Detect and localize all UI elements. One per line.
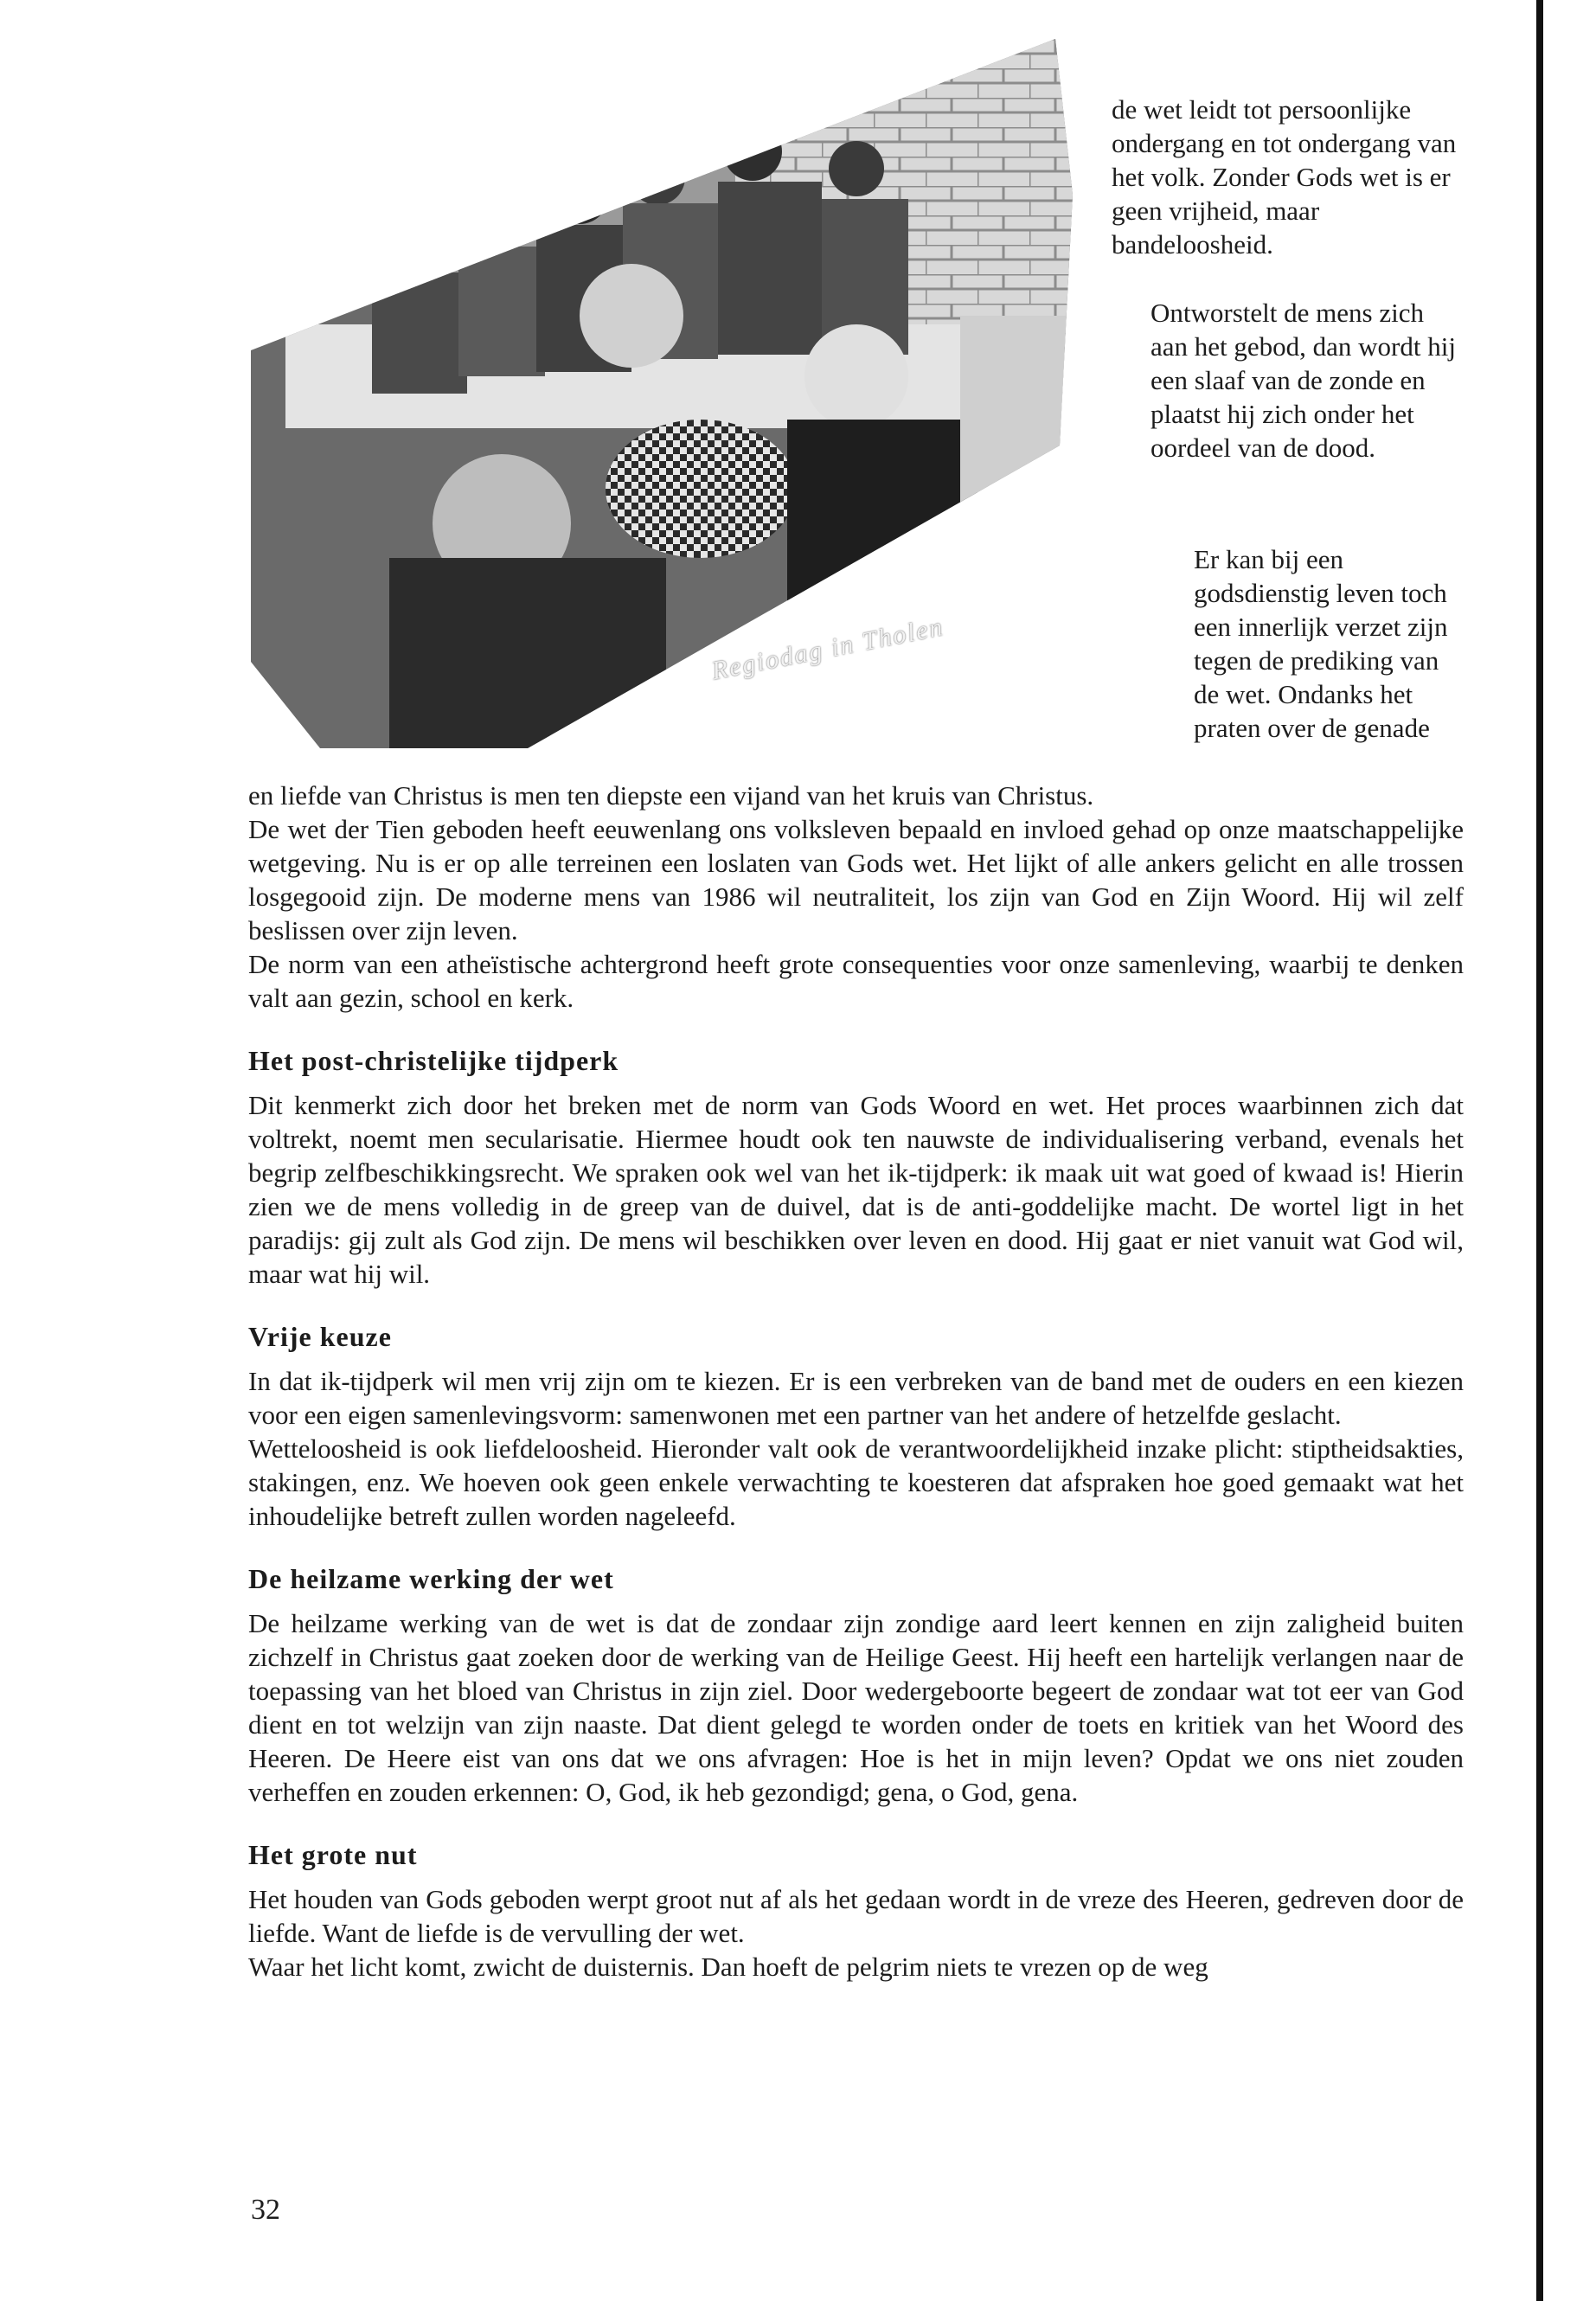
intro-paragraph-2: Ontworstelt de mens zich aan het gebod, dan wordt hij een slaaf van de zonde en plaatst hij zich onder het oordeel van de dood.	[1151, 298, 1456, 463]
intro-wrap-block-1	[1112, 93, 1458, 261]
photo-regiodag	[251, 39, 1073, 748]
page-number: 32	[251, 2194, 280, 2226]
section-heading-grote-nut: Het grote nut	[248, 1839, 418, 1870]
photo-caption: Regiodag in Tholen	[709, 612, 946, 686]
section-paragraph: In dat ik-tijdperk wil men vrij zijn om te kiezen. Er is een verbreken van de band met de ouders en een kiezen voor een eigen samenlevingsvorm: samenwonen met een partner van het andere of hetzelfde geslacht.	[248, 1366, 1464, 1430]
section-paragraph: Dit kenmerkt zich door het breken met de norm van Gods Woord en wet. Het proces waarbinnen zich dat voltrekt, noemt men secularisatie. Hiermee houdt ook ten nauwste de individualisering verband, evenals het begrip zelfbeschikkingsrecht. We spraken ook wel van het ik-tijdperk: ik maak uit wat goed of kwaad is! Hierin zien we de mens volledig in de greep van de duivel, dat is de anti-goddelijke macht. De wortel ligt in het paradijs: gij zult als God zijn. De mens wil beschikken over leven en dood. Hij gaat er niet vanuit wat God wil, maar wat hij wil.	[248, 1090, 1464, 1289]
section-heading-heilzame-werking: De heilzame werking der wet	[248, 1563, 614, 1594]
article-body	[248, 779, 1464, 1984]
intro-paragraph-5: De norm van een atheïstische achtergrond heeft grote consequenties voor onze samenleving, waarbij te denken valt aan gezin, school en kerk.	[248, 949, 1464, 1013]
intro-wrap-block-3	[1194, 542, 1458, 745]
section-paragraph: Het houden van Gods geboden werpt groot nut af als het gedaan wordt in de vreze des Heeren, gedreven door de liefde. Want de liefde is de vervulling der wet.	[248, 1884, 1464, 1948]
intro-paragraph-4: De wet der Tien geboden heeft eeuwenlang ons volksleven bepaald en invloed gehad op onze maatschappelijke wetgeving. Nu is er op alle terreinen een loslaten van Gods wet. Het lijkt of alle ankers gelicht en alle trossen losgegooid zijn. De moderne mens van 1986 wil neutraliteit, los zijn van God en Zijn Woord. Hij wil zelf beslissen over zijn leven.	[248, 814, 1464, 945]
section-paragraph: Waar het licht komt, zwicht de duisternis. Dan hoeft de pelgrim niets te vrezen op de weg	[248, 1952, 1208, 1982]
section-heading-post-christelijk: Het post-christelijke tijdperk	[248, 1045, 619, 1076]
intro-paragraph-3a: Er kan bij een godsdienstig leven toch een innerlijk verzet zijn tegen de prediking van de wet. Ondanks het praten over de genade	[1194, 544, 1448, 743]
intro-paragraph-1: de wet leidt tot persoonlijke ondergang en tot ondergang van het volk. Zonder Gods wet is er geen vrijheid, maar bandeloosheid.	[1112, 94, 1457, 260]
page-edge-rule	[1536, 0, 1543, 2301]
intro-wrap-block-2	[1151, 296, 1458, 465]
section-paragraph: De heilzame werking van de wet is dat de zondaar zijn zondige aard leert kennen en zijn zaligheid buiten zichzelf in Christus gaat zoeken door de werking van de Heilige Geest. Hij heeft een hartelijk verlangen naar de toepassing van het bloed van Christus in zijn ziel. Door wedergeboorte begeert de zondaar wat tot eer van God dient en tot welzijn van zijn naaste. Dat dient gelegd te worden onder de toets en kritiek van het Woord des Heeren. De Heere eist van ons dat we ons afvragen: Hoe is het in mijn leven? Opdat we ons niet zouden verheffen en zouden erkennen: O, God, ik heb gezondigd; gena, o God, gena.	[248, 1608, 1464, 1807]
photo-image	[251, 39, 1073, 748]
intro-paragraph-3b: en liefde van Christus is men ten diepste een vijand van het kruis van Christus.	[248, 780, 1094, 811]
section-heading-vrije-keuze: Vrije keuze	[248, 1321, 392, 1352]
section-paragraph: Wetteloosheid is ook liefdeloosheid. Hieronder valt ook de verantwoordelijkheid inzake plicht: stiptheidsakties, stakingen, enz. We hoeven ook geen enkele verwachting te koesteren dat afspraken hoe goed gemaakt wat het inhoudelijke betreft zullen worden nageleefd.	[248, 1433, 1464, 1531]
